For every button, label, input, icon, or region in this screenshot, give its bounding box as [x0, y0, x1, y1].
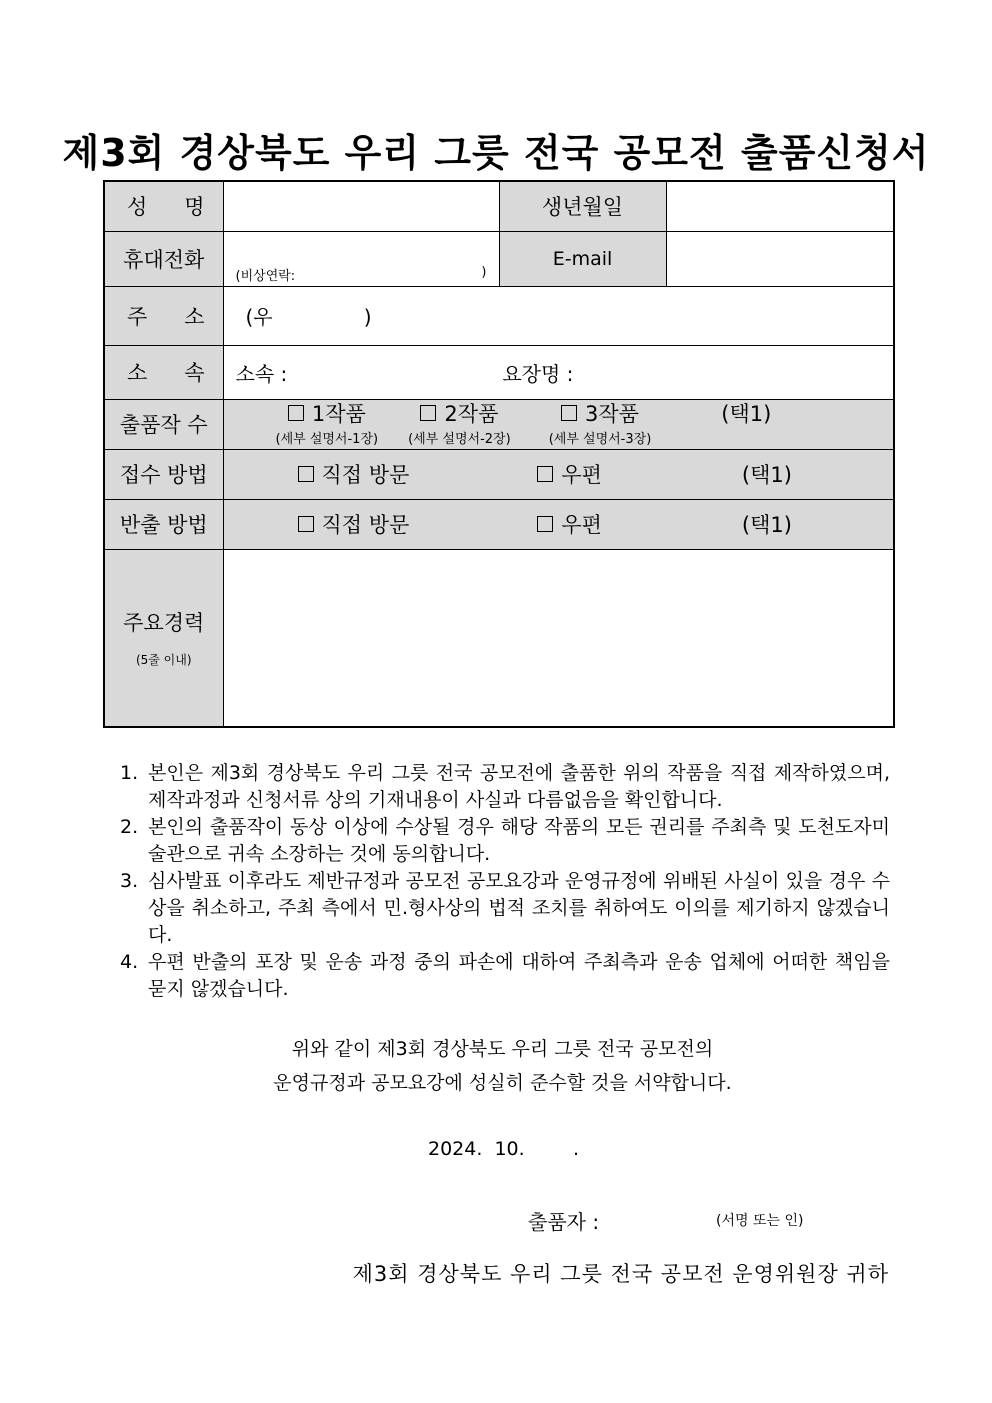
- signature-note: (서명 또는 인): [716, 1213, 804, 1229]
- checkbox-icon[interactable]: [298, 466, 314, 482]
- row-return-method: [104, 499, 894, 549]
- addressee: 제3회 경상북도 우리 그릇 전국 공모전 운영위원장 귀하: [352, 1262, 889, 1286]
- affiliation-label: [104, 345, 223, 399]
- note-text: 우편 반출의 포장 및 운송 과정 중의 파손에 대하여 주최측과 운송 업체에 어떠한 책임을 묻지 않겠습니다.: [148, 951, 890, 1000]
- note-number: 4.: [120, 951, 139, 973]
- receipt-option-visit[interactable]: [298, 459, 410, 489]
- row-name: [104, 181, 894, 231]
- note-item: [120, 949, 890, 1003]
- emergency-contact-label: (비상연락:: [235, 268, 296, 284]
- works-option-3-label: 3작품: [585, 401, 639, 426]
- checkbox-icon[interactable]: [561, 405, 577, 421]
- note-text: 본인의 출품작이 동상 이상에 수상될 경우 해당 작품의 모든 권리를 주최측 및 도천도자미술관으로 귀속 소장하는 것에 동의합니다.: [148, 816, 890, 865]
- address-label: [104, 286, 223, 345]
- name-label: [104, 181, 223, 231]
- return-option-visit[interactable]: [298, 509, 410, 539]
- works-option-1-sub: (세부 설명서-1장): [275, 431, 379, 447]
- birthdate-input-cell[interactable]: [666, 181, 894, 231]
- checkbox-icon[interactable]: [288, 405, 304, 421]
- return-option-mail[interactable]: [537, 509, 602, 539]
- row-address: [104, 286, 894, 345]
- note-number: 3.: [120, 870, 139, 892]
- agreement-notes: [120, 760, 890, 1003]
- pledge-line-1: 위와 같이 제3회 경상북도 우리 그릇 전국 공모전의: [291, 1038, 714, 1060]
- works-option-3-sub: (세부 설명서-3장): [548, 431, 652, 447]
- works-option-3[interactable]: [549, 398, 652, 447]
- emergency-contact-close: ): [481, 264, 487, 280]
- works-count-label: 출품작 수: [104, 399, 223, 449]
- works-option-1[interactable]: [276, 398, 379, 447]
- name-input-cell[interactable]: [223, 181, 499, 231]
- document-title: 제3회 경상북도 우리 그릇 전국 공모전 출품신청서: [62, 131, 930, 175]
- application-form-table: [103, 180, 895, 728]
- works-option-2-sub: (세부 설명서-2장): [408, 431, 511, 447]
- checkbox-icon[interactable]: [420, 405, 436, 421]
- affiliation-label-b: 속: [184, 361, 205, 385]
- works-option-2-label: 2작품: [444, 401, 499, 426]
- receipt-method-options: [223, 449, 894, 499]
- receipt-option-visit-label: 직접 방문: [321, 463, 410, 487]
- works-count-options: [223, 399, 894, 449]
- note-text: 본인은 제3회 경상북도 우리 그릇 전국 공모전에 출품한 위의 작품을 직접 제작하였으며, 제작과정과 신청서류 상의 기재내용이 사실과 다름없음을 확인합니다.: [148, 762, 890, 811]
- note-number: 1.: [120, 762, 139, 784]
- row-phone: [104, 231, 894, 286]
- postal-code-open: (우: [245, 305, 273, 329]
- affiliation-input-cell[interactable]: [223, 345, 894, 399]
- pledge-line-2: 운영규정과 공모요강에 성실히 준수할 것을 서약합니다.: [273, 1072, 732, 1094]
- phone-label: 휴대전화: [104, 231, 223, 286]
- career-sub-label: (5줄 이내): [135, 653, 192, 668]
- row-affiliation: [104, 345, 894, 399]
- checkbox-icon[interactable]: [298, 516, 314, 532]
- works-choose-one: (택1): [721, 401, 772, 426]
- return-method-options: [223, 499, 894, 549]
- postal-code-close: ): [363, 305, 372, 329]
- row-works-count: [104, 399, 894, 449]
- row-receipt-method: [104, 449, 894, 499]
- address-label-a: 주: [127, 304, 148, 329]
- application-date: 2024. 10. .: [428, 1138, 580, 1160]
- receipt-method-label: 접수 방법: [104, 449, 223, 499]
- works-option-2[interactable]: [408, 398, 511, 447]
- checkbox-icon[interactable]: [537, 516, 553, 532]
- note-item: [120, 868, 890, 949]
- email-label: E-mail: [499, 231, 666, 286]
- affiliation-label-a: 소: [127, 361, 148, 385]
- return-option-mail-label: 우편: [561, 513, 602, 537]
- note-number: 2.: [120, 816, 139, 838]
- career-label-cell: [104, 549, 223, 727]
- kiln-name-label: 요장명 :: [502, 361, 574, 386]
- return-option-visit-label: 직접 방문: [321, 513, 410, 537]
- works-option-1-label: 1작품: [311, 401, 366, 426]
- phone-input-cell[interactable]: [223, 231, 499, 286]
- row-career: [104, 549, 894, 727]
- receipt-option-mail[interactable]: [537, 459, 602, 489]
- name-label-a: 성: [127, 195, 148, 220]
- note-text: 심사발표 이후라도 제반규정과 공모전 공모요강과 운영규정에 위배된 사실이 있을 경우 수상을 취소하고, 주최 측에서 민.형사상의 법적 조치를 취하여도 이의를 제기하지 않겠습니다.: [148, 870, 890, 946]
- receipt-choose-one: (택1): [741, 463, 792, 487]
- birthdate-label: 생년월일: [499, 181, 666, 231]
- career-label: 주요경력: [123, 611, 205, 636]
- checkbox-icon[interactable]: [537, 466, 553, 482]
- applicant-label: 출품자 :: [528, 1210, 600, 1234]
- career-input-cell[interactable]: [223, 549, 894, 727]
- address-label-b: 소: [184, 304, 205, 329]
- note-item: [120, 814, 890, 868]
- email-input-cell[interactable]: [666, 231, 894, 286]
- return-method-label: 반출 방법: [104, 499, 223, 549]
- return-choose-one: (택1): [741, 513, 792, 537]
- receipt-option-mail-label: 우편: [561, 463, 602, 487]
- name-label-b: 명: [184, 195, 205, 220]
- address-input-cell[interactable]: [223, 286, 894, 345]
- affiliation-field-label: 소속 :: [235, 361, 288, 386]
- note-item: [120, 760, 890, 814]
